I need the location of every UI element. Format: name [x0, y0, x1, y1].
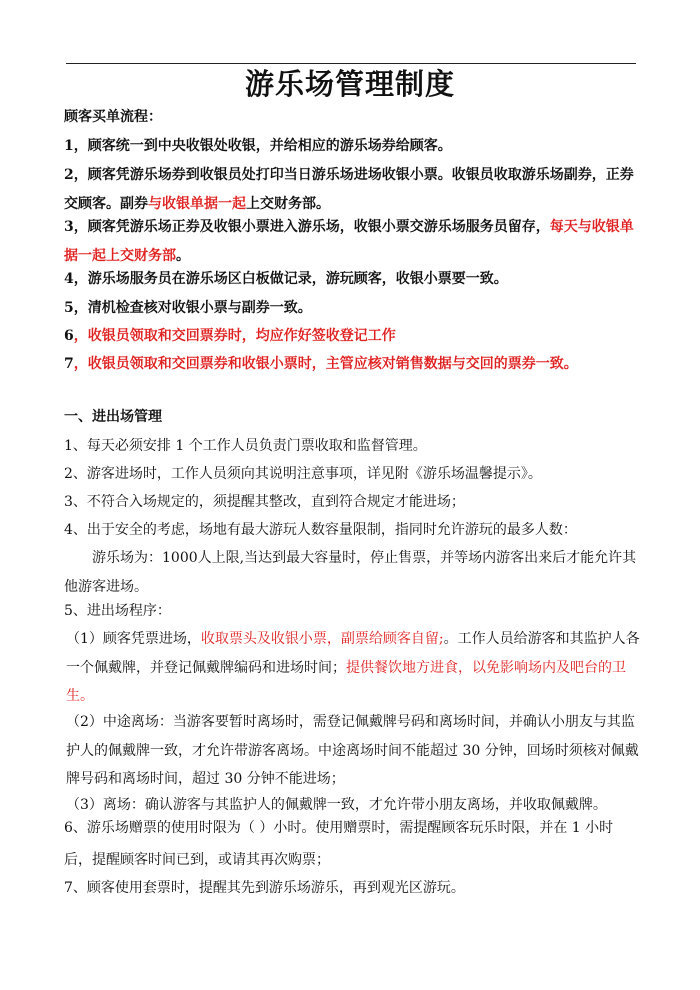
rule-4-capacity: 游乐场为：1000人上限,当达到最大容量时，停止售票，并等场内游客出来后才能允许其他游客进场。: [64, 550, 637, 595]
procedure-2: （2）中途离场：当游客要暂时离场时，需登记佩戴牌号码和离场时间，并确认小朋友与其监护人的佩戴牌一致，才允许带游客离场。中途离场时间不能超过 30 分钟，回场时须核对佩戴牌号码和离场时间，超过 30 分钟不能进场；: [66, 714, 639, 787]
page-title: 游乐场管理制度: [244, 67, 455, 101]
rule-7: 7、顾客使用套票时，提醒其先到游乐场游乐，再到观光区游玩。: [64, 880, 465, 896]
flow-item-7: 7，收银员领取和交回票券和收银小票时，主管应核对销售数据与交回的票券一致。: [64, 356, 578, 372]
rule-1: 1、每天必须安排 1 个工作人员负责门票收取和监督管理。: [64, 438, 427, 454]
procedure-3: （3）离场：确认游客与其监护人的佩戴牌一致，才允许带小朋友离场，并收取佩戴牌。: [66, 797, 607, 813]
rule-3: 3、不符合入场规定的，须提醒其整改，直到符合规定才能进场；: [64, 494, 465, 510]
rule-4: 4、出于安全的考虑，场地有最大游玩人数容量限制，指同时允许游玩的最多人数：: [64, 522, 577, 538]
flow-heading: 顾客买单流程：: [64, 109, 162, 125]
flow-item-6: 6，收银员领取和交回票券时，均应作好签收登记工作: [64, 328, 396, 344]
procedure-1: （1）顾客凭票进场，收取票头及收银小票，副票给顾客自留;。工作人员给游客和其监护人各一个佩戴牌，并登记佩戴牌编码和进场时间；提供餐饮地方进食，以免影响场内及吧台的卫生。: [66, 631, 640, 704]
flow-item-1: 1，顾客统一到中央收银处收银，并给相应的游乐场券给顾客。: [64, 138, 452, 154]
flow-item-3: 3，顾客凭游乐场正券及收银小票进入游乐场，收银小票交游乐场服务员留存，每天与收银单据一起上交财务部。: [64, 219, 634, 264]
rule-6-line2: 后，提醒顾客时间已到，或请其再次购票；: [64, 852, 330, 868]
rule-2: 2、游客进场时，工作人员须向其说明注意事项，详见附《游乐场温馨提示》。: [64, 466, 542, 482]
rule-6-line1: 6、游乐场赠票的使用时限为（ ）小时。使用赠票时，需提醒顾客玩乐时限，并在 1 小时: [64, 820, 614, 836]
flow-item-5: 5，清机检查核对收银小票与副券一致。: [64, 300, 312, 316]
rule-5: 5、进出场程序：: [64, 603, 171, 619]
section-heading: 一、进出场管理: [64, 409, 162, 425]
flow-item-4: 4，游乐场服务员在游乐场区白板做记录，游玩顾客，收银小票要一致。: [64, 271, 508, 287]
flow-item-2: 2，顾客凭游乐场券到收银员处打印当日游乐场进场收银小票。收银员收取游乐场副券，正券交顾客。副券与收银单据一起上交财务部。: [64, 167, 634, 212]
